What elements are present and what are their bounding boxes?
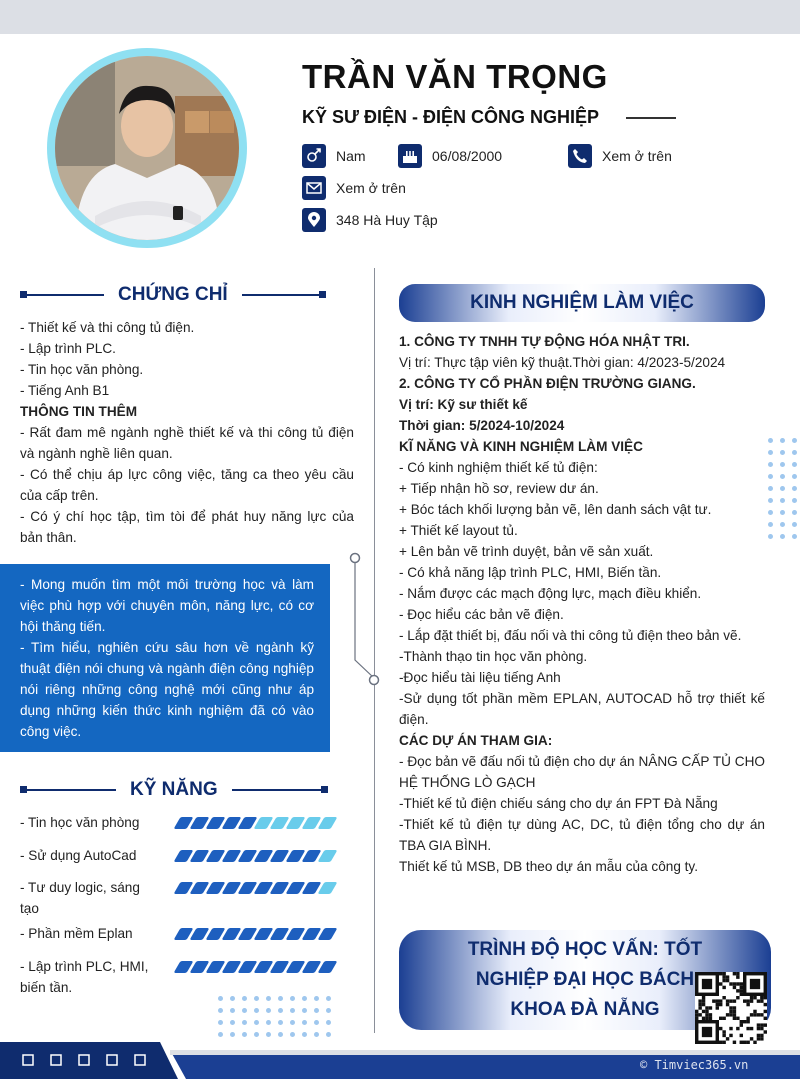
dot [768, 522, 773, 527]
dot [218, 1020, 223, 1025]
dot [230, 1032, 235, 1037]
certificates-heading [20, 284, 326, 306]
birthdate-value: 06/08/2000 [432, 148, 503, 164]
skill-row [20, 845, 360, 866]
dot [768, 498, 773, 503]
certificate-item: - Tin học văn phòng. [20, 362, 144, 377]
experience-line: - Lắp đặt thiết bị, đấu nối và thi công tủ điện theo bản vẽ. [399, 628, 742, 643]
dot [242, 1020, 247, 1025]
experience-line: KĨ NĂNG VÀ KINH NGHIỆM LÀM VIỆC [399, 439, 643, 454]
dot [768, 462, 773, 467]
experience-line: Thiết kế tủ MSB, DB theo dự án mẫu của công ty. [399, 859, 698, 874]
email-icon [302, 176, 326, 200]
extra-info-item: - Có thể chịu áp lực công việc, tăng ca theo yêu cầu của cấp trên. [20, 467, 354, 503]
experience-line: -Đọc hiểu tài liệu tiếng Anh [399, 670, 561, 685]
dot [230, 996, 235, 1001]
experience-line: - Có kinh nghiệm thiết kế tủ điện: [399, 460, 598, 475]
skill-bar-segment [318, 961, 338, 973]
birthday-cake-icon [398, 144, 422, 168]
skill-label: - Lập trình PLC, HMI, biến tần. [20, 959, 149, 995]
experience-line: -Thiết kế tủ điện tự dùng AC, DC, tủ điện tổng cho dự án TBA GIA BÌNH. [399, 817, 765, 853]
experience-heading: KINH NGHIỆM LÀM VIỆC [470, 292, 694, 313]
dot [768, 534, 773, 539]
dot [792, 462, 797, 467]
dot [314, 996, 319, 1001]
experience-line: CÁC DỰ ÁN THAM GIA: [399, 733, 553, 748]
birthdate-info [398, 144, 502, 168]
dot [290, 1008, 295, 1013]
skill-level-bar [177, 961, 334, 973]
skill-level-bar [177, 882, 334, 894]
dot [326, 996, 331, 1001]
skills-heading [20, 779, 328, 801]
experience-line: -Thiết kế tủ điện chiếu sáng cho dự án FPT Đà Nẵng [399, 796, 718, 811]
objective-item: - Mong muốn tìm một môi trường học và làm việc phù hợp với chuyên môn, năng lực, có cơ hội thăng tiến. [20, 577, 314, 634]
decorative-dots [218, 996, 331, 1037]
dot [314, 1008, 319, 1013]
skill-level-bar [177, 817, 334, 829]
skills-heading-text: KỸ NĂNG [130, 779, 218, 800]
profile-photo-image [55, 56, 239, 240]
dot [254, 1020, 259, 1025]
skill-label: - Tư duy logic, sáng tạo [20, 880, 140, 916]
dot [278, 996, 283, 1001]
profile-photo [47, 48, 247, 248]
dot [254, 996, 259, 1001]
dot [290, 996, 295, 1001]
experience-line: -Sử dụng tốt phần mềm EPLAN, AUTOCAD hỗ trợ thiết kế điện. [399, 691, 765, 727]
dot [218, 996, 223, 1001]
experience-content [399, 331, 765, 877]
dot [242, 1008, 247, 1013]
experience-line: Vị trí: Thực tập viên kỹ thuật.Thời gian: 4/2023-5/2024 [399, 355, 726, 370]
skill-label: - Sử dụng AutoCad [20, 848, 137, 863]
education-text: TRÌNH ĐỘ HỌC VẤN: TỐT NGHIỆP ĐẠI HỌC BÁCH KHOA ĐÀ NẴNG [467, 939, 703, 1020]
dot [792, 438, 797, 443]
dot [302, 1032, 307, 1037]
dot [242, 1032, 247, 1037]
candidate-name: TRẦN VĂN TRỌNG [302, 58, 608, 95]
watermark-text: © Timviec365.vn [640, 1058, 749, 1072]
career-objective-box [0, 564, 330, 752]
dot [326, 1020, 331, 1025]
dot [230, 1008, 235, 1013]
experience-line: + Lên bản vẽ trình duyệt, bản vẽ sản xuất. [399, 544, 654, 559]
dot [780, 474, 785, 479]
extra-info-item: - Có ý chí học tập, tìm tòi để phát huy năng lực của bản thân. [20, 509, 354, 545]
email-value: Xem ở trên [336, 180, 406, 196]
experience-line: Thời gian: 5/2024-10/2024 [399, 418, 565, 433]
skill-label: - Tin học văn phòng [20, 815, 140, 830]
dot [290, 1020, 295, 1025]
dot [290, 1032, 295, 1037]
dot [780, 498, 785, 503]
dot [278, 1032, 283, 1037]
dot [780, 534, 785, 539]
skill-bar-segment [318, 850, 338, 862]
experience-line: - Nắm được các mạch động lực, mạch điều khiển. [399, 586, 702, 601]
dot [302, 996, 307, 1001]
dot [278, 1008, 283, 1013]
dot [780, 450, 785, 455]
dot [768, 450, 773, 455]
skill-bar-segment [318, 817, 338, 829]
dot [314, 1032, 319, 1037]
dot [266, 996, 271, 1001]
dot [218, 1008, 223, 1013]
experience-line: - Có khả năng lập trình PLC, HMI, Biến tần. [399, 565, 662, 580]
skill-row [20, 877, 360, 919]
dot [780, 438, 785, 443]
experience-line: Vị trí: Kỹ sư thiết kế [399, 397, 528, 412]
dot [254, 1008, 259, 1013]
dot [230, 1020, 235, 1025]
dot [792, 450, 797, 455]
certificate-item: - Thiết kế và thi công tủ điện. [20, 320, 195, 335]
skill-row [20, 956, 360, 998]
skill-level-bar [177, 850, 334, 862]
certificates-heading-text: CHỨNG CHỈ [118, 284, 228, 305]
dot [278, 1020, 283, 1025]
experience-line: - Đọc bản vẽ đấu nối tủ điện cho dự án NÂNG CẤP TỦ CHO HỆ THỐNG LÒ GẠCH [399, 754, 765, 790]
dot [792, 474, 797, 479]
phone-value: Xem ở trên [602, 148, 672, 164]
dot [242, 996, 247, 1001]
dot [326, 1008, 331, 1013]
dot [768, 438, 773, 443]
certificates-list [20, 317, 354, 548]
extra-info-item: - Rất đam mê ngành nghề thiết kế và thi công tủ điện và ngành nghề liên quan. [20, 425, 354, 461]
experience-line: - Đọc hiểu các bản vẽ điện. [399, 607, 564, 622]
dot [768, 486, 773, 491]
gender-value: Nam [336, 148, 366, 164]
dot [266, 1032, 271, 1037]
qr-code [695, 972, 767, 1044]
dot [780, 510, 785, 515]
gender-info [302, 144, 366, 168]
dot [266, 1020, 271, 1025]
dot [792, 510, 797, 515]
experience-line: 1. CÔNG TY TNHH TỰ ĐỘNG HÓA NHẬT TRI. [399, 334, 690, 349]
dot [314, 1020, 319, 1025]
dot [780, 462, 785, 467]
extra-info-heading: THÔNG TIN THÊM [20, 404, 138, 419]
skill-row [20, 812, 360, 833]
address-info [302, 208, 438, 232]
gender-icon [302, 144, 326, 168]
skill-bar-segment [318, 882, 338, 894]
skill-label: - Phần mềm Eplan [20, 926, 133, 941]
experience-line: -Thành thạo tin học văn phòng. [399, 649, 588, 664]
dot [768, 474, 773, 479]
objective-item: - Tìm hiểu, nghiên cứu sâu hơn về ngành kỹ thuật điện nói chung và ngành điện công nghiệp nói riêng những công nghệ mới cũng như áp dụng những kiến thức kinh nghiệm đã có vào công việc. [20, 640, 314, 739]
dot [792, 522, 797, 527]
dot [302, 1020, 307, 1025]
dot [792, 486, 797, 491]
dot [792, 534, 797, 539]
dot [266, 1008, 271, 1013]
skill-level-bar [177, 928, 334, 940]
address-value: 348 Hà Huy Tập [336, 212, 438, 228]
dot [780, 486, 785, 491]
job-title: KỸ SƯ ĐIỆN - ĐIỆN CÔNG NGHIỆP [302, 107, 599, 127]
email-info [302, 176, 406, 200]
experience-line: + Bóc tách khối lượng bản vẽ, lên danh sách vật tư. [399, 502, 712, 517]
experience-heading-banner [399, 284, 765, 322]
dot [326, 1032, 331, 1037]
location-pin-icon [302, 208, 326, 232]
skill-row [20, 923, 360, 944]
decorative-dots [768, 438, 797, 539]
title-divider [626, 117, 676, 119]
dot [302, 1008, 307, 1013]
dot [792, 498, 797, 503]
experience-line: + Tiếp nhận hồ sơ, review dư án. [399, 481, 599, 496]
dot [780, 522, 785, 527]
certificate-item: - Lập trình PLC. [20, 341, 116, 356]
phone-icon [568, 144, 592, 168]
top-bar [0, 0, 800, 34]
experience-line: + Thiết kế layout tủ. [399, 523, 518, 538]
certificate-item: - Tiếng Anh B1 [20, 383, 110, 398]
dot [254, 1032, 259, 1037]
skill-bar-segment [318, 928, 338, 940]
phone-info [568, 144, 672, 168]
dot [768, 510, 773, 515]
dot [218, 1032, 223, 1037]
experience-line: 2. CÔNG TY CỔ PHẦN ĐIỆN TRƯỜNG GIANG. [399, 376, 696, 391]
timeline-connector [340, 550, 380, 690]
